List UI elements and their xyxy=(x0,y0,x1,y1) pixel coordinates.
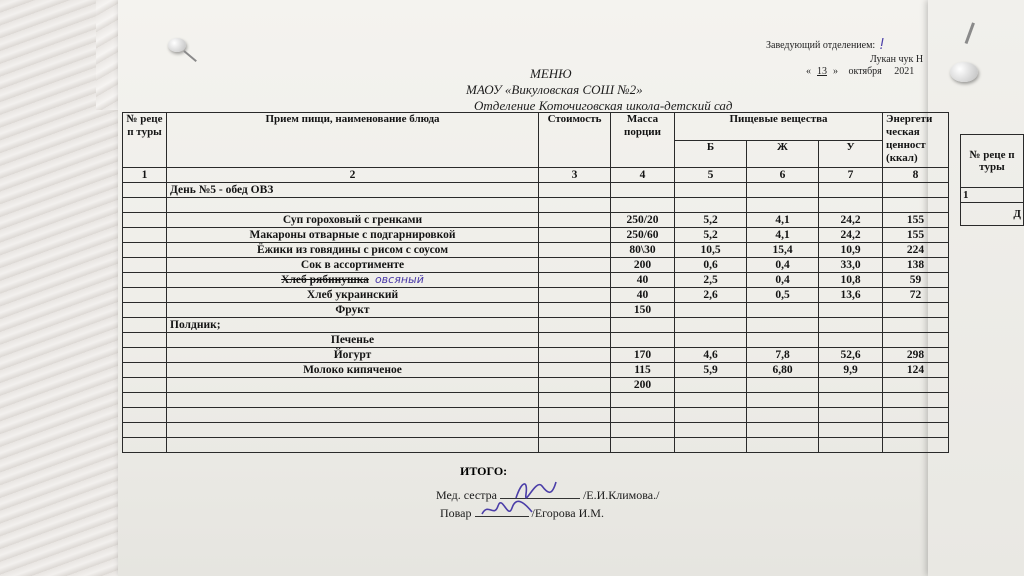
protein-cell: 0,6 xyxy=(675,258,747,273)
empty-cell xyxy=(611,393,675,408)
table-row xyxy=(123,333,949,348)
header-row xyxy=(123,113,949,141)
adjacent-table xyxy=(960,134,1024,226)
protein-cell: 5,2 xyxy=(675,213,747,228)
header-mass: Масса порции xyxy=(611,113,675,168)
col-number: 7 xyxy=(819,168,883,183)
empty-cell xyxy=(167,438,539,453)
side-header-recipe: № реце п туры xyxy=(961,135,1024,188)
cost-cell xyxy=(539,228,611,243)
dish-name: Сок в ассортименте xyxy=(167,258,539,273)
empty-cell xyxy=(747,408,819,423)
snack-label: Полдник; xyxy=(167,318,539,333)
blank-row xyxy=(123,198,949,213)
empty-cell xyxy=(883,183,949,198)
empty-cell xyxy=(747,198,819,213)
blank-row xyxy=(123,393,949,408)
dish-name: Молоко кипяченое xyxy=(167,363,539,378)
cost-cell xyxy=(539,288,611,303)
fat-cell xyxy=(747,378,819,393)
dish-name: Йогурт xyxy=(167,348,539,363)
recipe-cell xyxy=(123,273,167,288)
menu-table xyxy=(122,112,949,453)
empty-cell xyxy=(123,393,167,408)
mass-cell: 115 xyxy=(611,363,675,378)
empty-cell xyxy=(819,423,883,438)
protein-cell: 4,6 xyxy=(675,348,747,363)
empty-cell xyxy=(819,393,883,408)
approval-name: Лукан чук Н xyxy=(870,54,924,65)
snack-rows xyxy=(123,333,949,393)
empty-cell xyxy=(123,408,167,423)
dish-name: Макароны отварные с подгарнировкой xyxy=(167,228,539,243)
empty-cell xyxy=(675,438,747,453)
energy-cell: 124 xyxy=(883,363,949,378)
empty-cell xyxy=(167,423,539,438)
mass-cell: 250/20 xyxy=(611,213,675,228)
col-number: 8 xyxy=(883,168,949,183)
empty-cell xyxy=(747,318,819,333)
fat-cell: 6,80 xyxy=(747,363,819,378)
fat-cell: 0,4 xyxy=(747,258,819,273)
cost-cell xyxy=(539,333,611,348)
header-meal-name: Прием пищи, наименование блюда xyxy=(167,113,539,168)
side-cell-letter: Д xyxy=(961,203,1024,226)
recipe-cell xyxy=(123,378,167,393)
col-number: 6 xyxy=(747,168,819,183)
empty-cell xyxy=(611,198,675,213)
fat-cell: 7,8 xyxy=(747,348,819,363)
dish-name-text: Хлеб рябинушка xyxy=(281,274,369,286)
page-title: МЕНЮ xyxy=(530,66,572,81)
date-month: октября xyxy=(848,66,882,77)
empty-cell xyxy=(675,198,747,213)
empty-cell xyxy=(675,423,747,438)
fat-cell: 0,5 xyxy=(747,288,819,303)
recipe-cell xyxy=(123,243,167,258)
mass-cell: 40 xyxy=(611,288,675,303)
empty-cell xyxy=(167,198,539,213)
blank-row xyxy=(123,423,949,438)
energy-cell: 298 xyxy=(883,348,949,363)
cook-name: /Егорова И.М. xyxy=(531,506,604,520)
energy-cell xyxy=(883,303,949,318)
blank-row xyxy=(123,438,949,453)
table-row xyxy=(123,213,949,228)
day-label: День №5 - обед ОВЗ xyxy=(167,183,539,198)
mass-cell: 200 xyxy=(611,378,675,393)
approval-head-label: Заведующий отделением: xyxy=(766,40,876,51)
empty-cell xyxy=(611,438,675,453)
recipe-cell xyxy=(123,333,167,348)
table-row xyxy=(123,228,949,243)
empty-cell xyxy=(675,393,747,408)
empty-cell xyxy=(747,423,819,438)
empty-cell xyxy=(123,183,167,198)
dish-name xyxy=(167,273,539,288)
dish-name: Хлеб украинский xyxy=(167,288,539,303)
school-name: МАОУ «Викуловская СОШ №2» xyxy=(466,82,643,97)
table-row xyxy=(123,303,949,318)
empty-cell xyxy=(611,408,675,423)
energy-cell: 224 xyxy=(883,243,949,258)
protein-cell: 2,6 xyxy=(675,288,747,303)
header-nutrients: Пищевые вещества xyxy=(675,113,883,141)
fat-cell: 15,4 xyxy=(747,243,819,258)
empty-cell xyxy=(539,408,611,423)
col-number: 3 xyxy=(539,168,611,183)
cost-cell xyxy=(539,348,611,363)
dish-name: Суп гороховый с гренками xyxy=(167,213,539,228)
fat-cell: 4,1 xyxy=(747,213,819,228)
numbering-row xyxy=(123,168,949,183)
recipe-cell xyxy=(123,348,167,363)
empty-cell xyxy=(883,438,949,453)
carb-cell: 33,0 xyxy=(819,258,883,273)
cook-label: Повар xyxy=(440,506,472,520)
empty-cell xyxy=(819,318,883,333)
nurse-label: Мед. сестра xyxy=(436,488,497,502)
empty-cell xyxy=(883,393,949,408)
mass-cell: 250/60 xyxy=(611,228,675,243)
empty-cell xyxy=(611,318,675,333)
table-row xyxy=(123,348,949,363)
dish-name: Фрукт xyxy=(167,303,539,318)
carb-cell xyxy=(819,378,883,393)
table-row xyxy=(123,378,949,393)
carb-cell: 9,9 xyxy=(819,363,883,378)
fat-cell xyxy=(747,333,819,348)
empty-cell xyxy=(123,423,167,438)
handwritten-correction: овсяный xyxy=(374,273,424,286)
table-row xyxy=(123,363,949,378)
empty-cell xyxy=(611,423,675,438)
day-row xyxy=(123,183,949,198)
empty-cell xyxy=(539,183,611,198)
energy-cell: 155 xyxy=(883,213,949,228)
empty-cell xyxy=(123,318,167,333)
header-energy: Энергети ческая ценност (ккал) xyxy=(883,113,949,168)
fat-cell: 0,4 xyxy=(747,273,819,288)
date-day: 13 xyxy=(817,66,827,77)
mass-cell: 40 xyxy=(611,273,675,288)
empty-cell xyxy=(539,438,611,453)
protein-cell: 10,5 xyxy=(675,243,747,258)
table-row xyxy=(123,258,949,273)
lunch-rows xyxy=(123,213,949,318)
empty-cell xyxy=(747,393,819,408)
header-recipe: № реце п туры xyxy=(123,113,167,168)
cost-cell xyxy=(539,273,611,288)
col-number: 1 xyxy=(123,168,167,183)
empty-cell xyxy=(883,408,949,423)
empty-cell xyxy=(539,198,611,213)
empty-cell xyxy=(539,318,611,333)
mass-cell: 200 xyxy=(611,258,675,273)
date-year: 2021 xyxy=(894,66,915,77)
empty-cell xyxy=(747,183,819,198)
col-number: 5 xyxy=(675,168,747,183)
blank-row xyxy=(123,408,949,423)
empty-cell xyxy=(539,423,611,438)
cost-cell xyxy=(539,303,611,318)
carb-cell: 24,2 xyxy=(819,228,883,243)
fat-cell xyxy=(747,303,819,318)
empty-cell xyxy=(883,198,949,213)
energy-cell: 72 xyxy=(883,288,949,303)
mass-cell: 80\30 xyxy=(611,243,675,258)
energy-cell: 59 xyxy=(883,273,949,288)
protein-cell: 5,9 xyxy=(675,363,747,378)
recipe-cell xyxy=(123,363,167,378)
mass-cell: 150 xyxy=(611,303,675,318)
date-suffix: » xyxy=(833,66,838,77)
carb-cell: 10,8 xyxy=(819,273,883,288)
empty-cell xyxy=(167,408,539,423)
empty-cell xyxy=(167,393,539,408)
dish-name xyxy=(167,378,539,393)
empty-cell xyxy=(819,183,883,198)
empty-cell xyxy=(819,438,883,453)
cook-signature-scribble xyxy=(480,498,536,524)
carb-cell: 13,6 xyxy=(819,288,883,303)
table-row xyxy=(123,243,949,258)
protein-cell: 2,5 xyxy=(675,273,747,288)
table-row xyxy=(123,288,949,303)
approval-signature: ᴉ xyxy=(880,34,884,50)
empty-cell xyxy=(883,318,949,333)
header-u: У xyxy=(819,140,883,168)
snack-row xyxy=(123,318,949,333)
mass-cell xyxy=(611,333,675,348)
table-row xyxy=(123,273,949,288)
recipe-cell xyxy=(123,303,167,318)
protein-cell: 5,2 xyxy=(675,228,747,243)
empty-cell xyxy=(675,318,747,333)
recipe-cell xyxy=(123,288,167,303)
empty-cell xyxy=(123,438,167,453)
protein-cell xyxy=(675,378,747,393)
push-pin-icon xyxy=(950,62,978,82)
recipe-cell xyxy=(123,213,167,228)
recipe-cell xyxy=(123,228,167,243)
header-b: Б xyxy=(675,140,747,168)
protein-cell xyxy=(675,303,747,318)
nurse-name: /Е.И.Климова./ xyxy=(582,488,660,502)
mass-cell: 170 xyxy=(611,348,675,363)
empty-cell xyxy=(819,408,883,423)
carb-cell xyxy=(819,303,883,318)
col-number: 2 xyxy=(167,168,539,183)
carb-cell: 24,2 xyxy=(819,213,883,228)
energy-cell xyxy=(883,333,949,348)
cost-cell xyxy=(539,378,611,393)
energy-cell: 138 xyxy=(883,258,949,273)
energy-cell xyxy=(883,378,949,393)
empty-cell xyxy=(819,198,883,213)
date-prefix: « xyxy=(806,66,811,77)
empty-cell xyxy=(747,438,819,453)
fat-cell: 4,1 xyxy=(747,228,819,243)
recipe-cell xyxy=(123,258,167,273)
empty-cell xyxy=(675,183,747,198)
carb-cell xyxy=(819,333,883,348)
protein-cell xyxy=(675,333,747,348)
empty-cell xyxy=(123,198,167,213)
cost-cell xyxy=(539,243,611,258)
header-cost: Стоимость xyxy=(539,113,611,168)
dish-name: Печенье xyxy=(167,333,539,348)
header-zh: Ж xyxy=(747,140,819,168)
cost-cell xyxy=(539,213,611,228)
energy-cell: 155 xyxy=(883,228,949,243)
col-number: 4 xyxy=(611,168,675,183)
cost-cell xyxy=(539,363,611,378)
empty-cell xyxy=(611,183,675,198)
empty-cell xyxy=(883,423,949,438)
dish-name: Ёжики из говядины с рисом с соусом xyxy=(167,243,539,258)
carb-cell: 52,6 xyxy=(819,348,883,363)
side-number: 1 xyxy=(961,188,1024,203)
empty-cell xyxy=(675,408,747,423)
empty-cell xyxy=(539,393,611,408)
carb-cell: 10,9 xyxy=(819,243,883,258)
approval-date xyxy=(806,66,914,77)
department-name: Отделение Коточиговская школа-детский сад xyxy=(474,98,733,113)
total-label: ИТОГО: xyxy=(460,464,508,478)
cost-cell xyxy=(539,258,611,273)
